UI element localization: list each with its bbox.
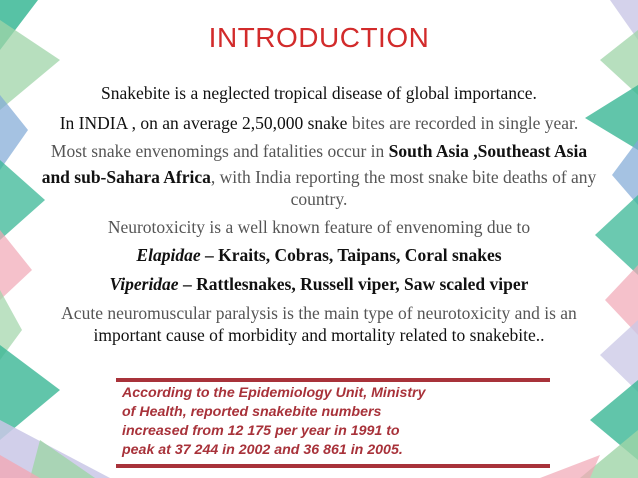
text-line xyxy=(0,166,638,188)
line-text-bold-italic: Elapidae xyxy=(136,245,201,265)
line-text: Snakebite is a neglected tropical disease of global importance. xyxy=(101,83,537,103)
line-text: bites are recorded in single year. xyxy=(351,113,579,133)
line-text: country. xyxy=(290,189,348,209)
text-line xyxy=(0,324,638,346)
text-line xyxy=(0,244,638,266)
line-text-bold: and sub-Sahara Africa xyxy=(41,167,211,187)
text-line xyxy=(0,273,638,295)
callout-line: According to the Epidemiology Unit, Ministry xyxy=(122,385,426,401)
callout-line: increased from 12 175 per year in 1991 to xyxy=(122,423,400,439)
line-text: Most snake envenomings and fatalities occur in xyxy=(50,141,389,161)
callout-bottom-rule xyxy=(116,464,550,468)
line-text: important cause of morbidity and mortality related to snakebite.. xyxy=(93,325,545,345)
callout-line: of Health, reported snakebite numbers xyxy=(122,404,382,420)
epidemiology-callout xyxy=(116,378,550,470)
line-text-bold-italic: Viperidae xyxy=(109,274,179,294)
text-line xyxy=(0,216,638,238)
text-line xyxy=(0,302,638,324)
line-text-bold: South Asia ,Southeast Asia xyxy=(388,141,588,161)
text-line xyxy=(0,112,638,134)
line-text: Acute neuromuscular paralysis is the main type of neurotoxicity and is an xyxy=(61,303,577,323)
text-line xyxy=(0,188,638,210)
callout-text xyxy=(122,384,546,460)
line-text: In INDIA , on an average 2,50,000 snake xyxy=(59,113,352,133)
callout-line: peak at 37 244 in 2002 and 36 861 in 2005. xyxy=(122,442,403,458)
text-line xyxy=(0,140,638,162)
slide-title: INTRODUCTION xyxy=(208,22,430,53)
line-text-bold: – Rattlesnakes, Russell viper, Saw scaled viper xyxy=(178,274,529,294)
line-text-bold: – Kraits, Cobras, Taipans, Coral snakes xyxy=(200,245,502,265)
line-text: Neurotoxicity is a well known feature of envenoming due to xyxy=(107,217,531,237)
callout-top-rule xyxy=(116,378,550,382)
line-text: , with India reporting the most snake bite deaths of any xyxy=(210,167,597,187)
text-line xyxy=(0,82,638,104)
